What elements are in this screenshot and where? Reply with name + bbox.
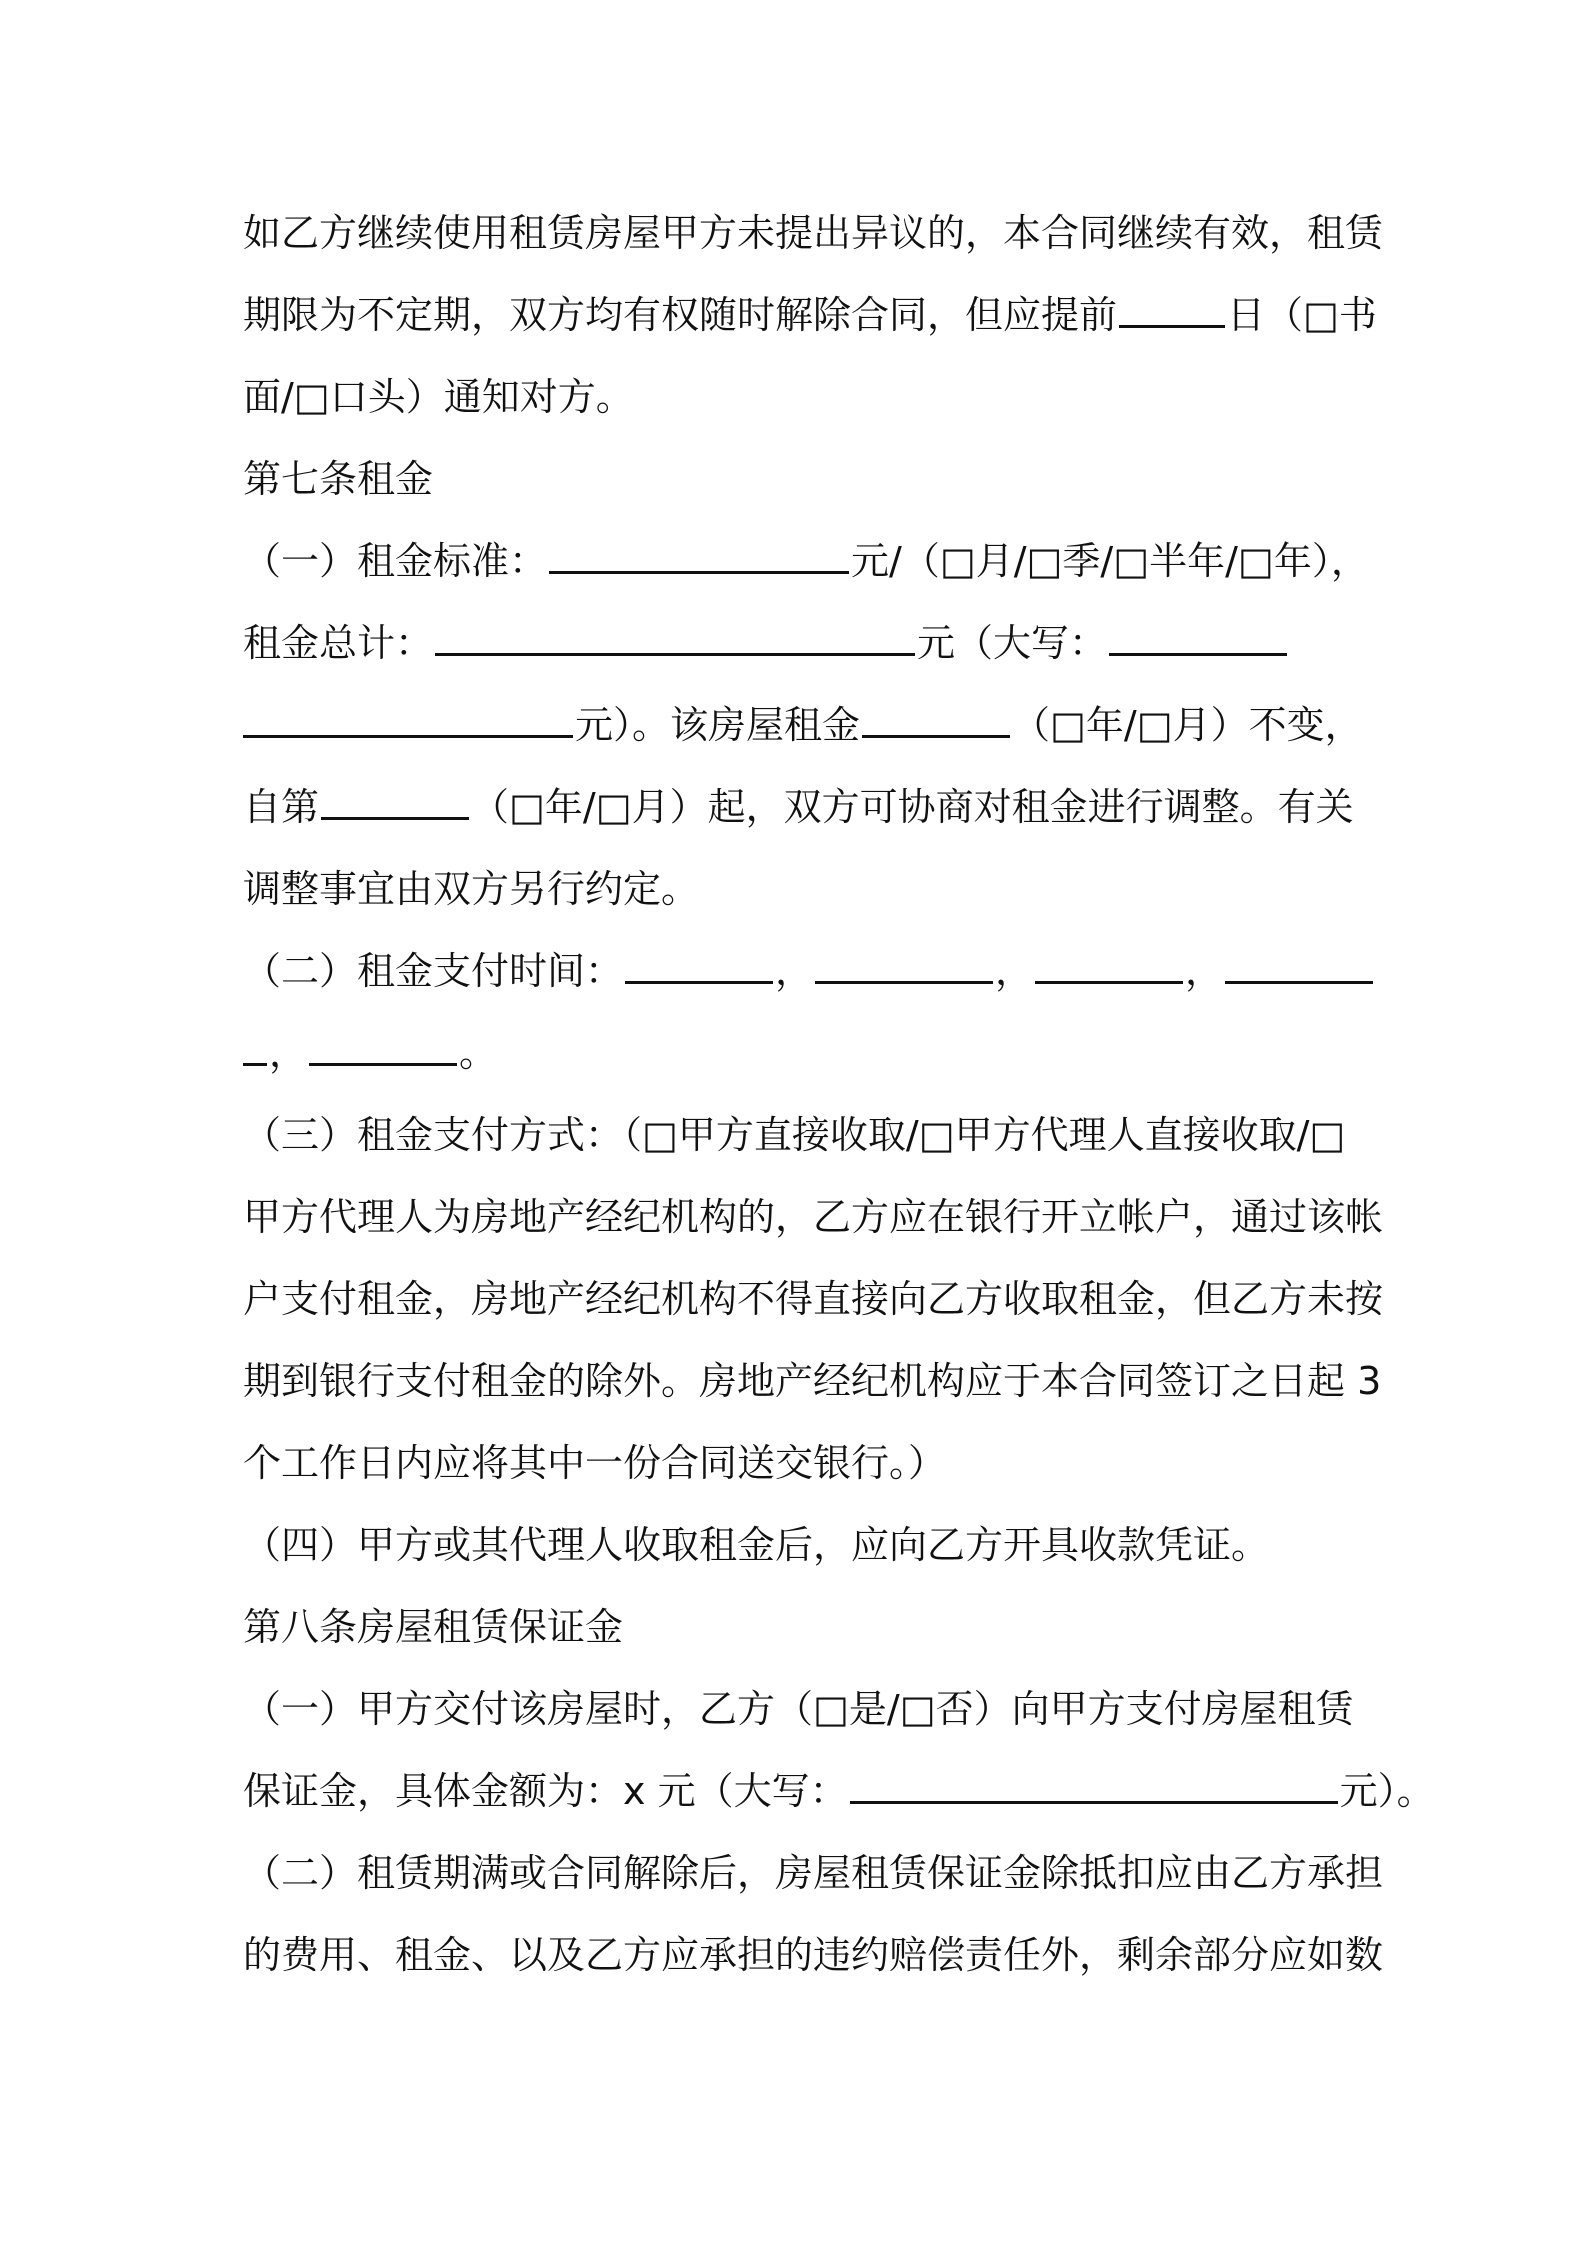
rent-total-blank[interactable]	[435, 623, 915, 656]
receipt-text: （四）甲方或其代理人收取租金后，应向乙方开具收款凭证。	[243, 1523, 1270, 1567]
payment-method-line-5	[243, 1437, 1353, 1489]
rent-total-capital-label: 元（大写：	[917, 621, 1108, 665]
rent-total-capital-blank[interactable]	[1109, 623, 1287, 656]
deposit-amount-label: 保证金，具体金额为：x 元（大写：	[243, 1769, 848, 1813]
article8-heading-text: 第八条房屋租赁保证金	[243, 1605, 624, 1649]
rent-adjust-text: （□年/□月）起，双方可协商对租金进行调整。有关	[471, 785, 1354, 829]
payment-time-comma-3: ，	[1185, 949, 1224, 993]
rent-standard-line	[243, 535, 1369, 587]
rent-standard-label: （一）租金标准：	[243, 539, 548, 583]
rent-fixed-line	[243, 699, 1363, 751]
payment-time-blank-2[interactable]	[815, 951, 993, 984]
payment-time-blank-5[interactable]	[309, 1033, 457, 1066]
deposit-refund-text-1: （二）租赁期满或合同解除后，房屋租赁保证金除抵扣应由乙方承担	[243, 1851, 1384, 1895]
rent-adjust-text-2: 调整事宜由双方另行约定。	[243, 867, 700, 911]
rent-adjust-start-blank[interactable]	[321, 787, 469, 820]
deposit-amount-unit: 元）。	[1339, 1769, 1435, 1813]
rent-standard-blank[interactable]	[549, 541, 849, 574]
payment-time-blank-1[interactable]	[625, 951, 773, 984]
payment-method-text-1: （三）租金支付方式：（□甲方直接收取/□甲方代理人直接收取/□	[243, 1113, 1346, 1157]
clause6-text-2a: 期限为不定期，双方均有权随时解除合同，但应提前	[243, 293, 1118, 337]
payment-method-line-1	[243, 1109, 1353, 1161]
deposit-refund-line-2	[243, 1929, 1384, 1981]
clause6-line-2	[243, 289, 1377, 341]
rent-total-capital-blank-cont[interactable]	[243, 705, 573, 738]
payment-method-line-2	[243, 1191, 1384, 1243]
rent-period-options: 元/（□月/□季/□半年/□年），	[851, 539, 1369, 583]
payment-method-text-3: 户支付租金，房地产经纪机构不得直接向乙方收取租金，但乙方未按	[243, 1277, 1384, 1321]
deposit-line-2	[243, 1765, 1435, 1817]
payment-time-blank-4[interactable]	[1225, 951, 1373, 984]
clause6-text-3: 面/□口头）通知对方。	[243, 375, 634, 419]
notice-days-blank[interactable]	[1119, 295, 1225, 328]
rent-total-line	[243, 617, 1353, 669]
payment-time-comma-4: ，	[269, 1031, 308, 1075]
payment-method-text-4: 期到银行支付租金的除外。房地产经纪机构应于本合同签订之日起 3	[243, 1359, 1382, 1403]
payment-time-period: 。	[459, 1031, 498, 1075]
rent-fixed-unit: （□年/□月）不变，	[1012, 703, 1363, 747]
payment-method-text-2: 甲方代理人为房地产经纪机构的，乙方应在银行开立帐户，通过该帐	[243, 1195, 1384, 1239]
rent-fixed-duration-blank[interactable]	[862, 705, 1010, 738]
deposit-line-1	[243, 1683, 1353, 1735]
clause6-line-1	[243, 207, 1384, 259]
deposit-refund-text-2: 的费用、租金、以及乙方应承担的违约赔偿责任外，剩余部分应如数	[243, 1933, 1384, 1977]
payment-method-line-3	[243, 1273, 1384, 1325]
rent-total-label: 租金总计：	[243, 621, 434, 665]
deposit-refund-line-1	[243, 1847, 1384, 1899]
article7-heading	[243, 453, 1353, 505]
deposit-capital-blank[interactable]	[850, 1771, 1338, 1804]
payment-time-comma-1: ，	[775, 949, 814, 993]
payment-time-label: （二）租金支付时间：	[243, 949, 624, 993]
payment-time-blank-4-cont[interactable]	[243, 1033, 267, 1066]
payment-time-line	[243, 945, 1353, 997]
rent-adjust-line	[243, 781, 1353, 833]
deposit-text-1: （一）甲方交付该房屋时，乙方（□是/□否）向甲方支付房屋租赁	[243, 1687, 1354, 1731]
payment-method-line-4	[243, 1355, 1382, 1407]
article7-heading-text: 第七条租金	[243, 457, 434, 501]
payment-time-comma-2: ，	[995, 949, 1034, 993]
rent-fixed-text: 元）。该房屋租金	[575, 703, 861, 747]
payment-method-text-5: 个工作日内应将其中一份合同送交银行。）	[243, 1441, 947, 1485]
receipt-line	[243, 1519, 1353, 1571]
clause6-text-1: 如乙方继续使用租赁房屋甲方未提出异议的，本合同继续有效，租赁	[243, 211, 1384, 255]
rent-adjust-from: 自第	[243, 785, 320, 829]
payment-time-blank-3[interactable]	[1035, 951, 1183, 984]
article8-heading	[243, 1601, 1353, 1653]
clause6-text-2b: 日（□书	[1227, 293, 1377, 337]
clause6-line-3	[243, 371, 1353, 423]
rent-adjust-line-2	[243, 863, 1353, 915]
payment-time-line-2	[243, 1027, 1353, 1079]
